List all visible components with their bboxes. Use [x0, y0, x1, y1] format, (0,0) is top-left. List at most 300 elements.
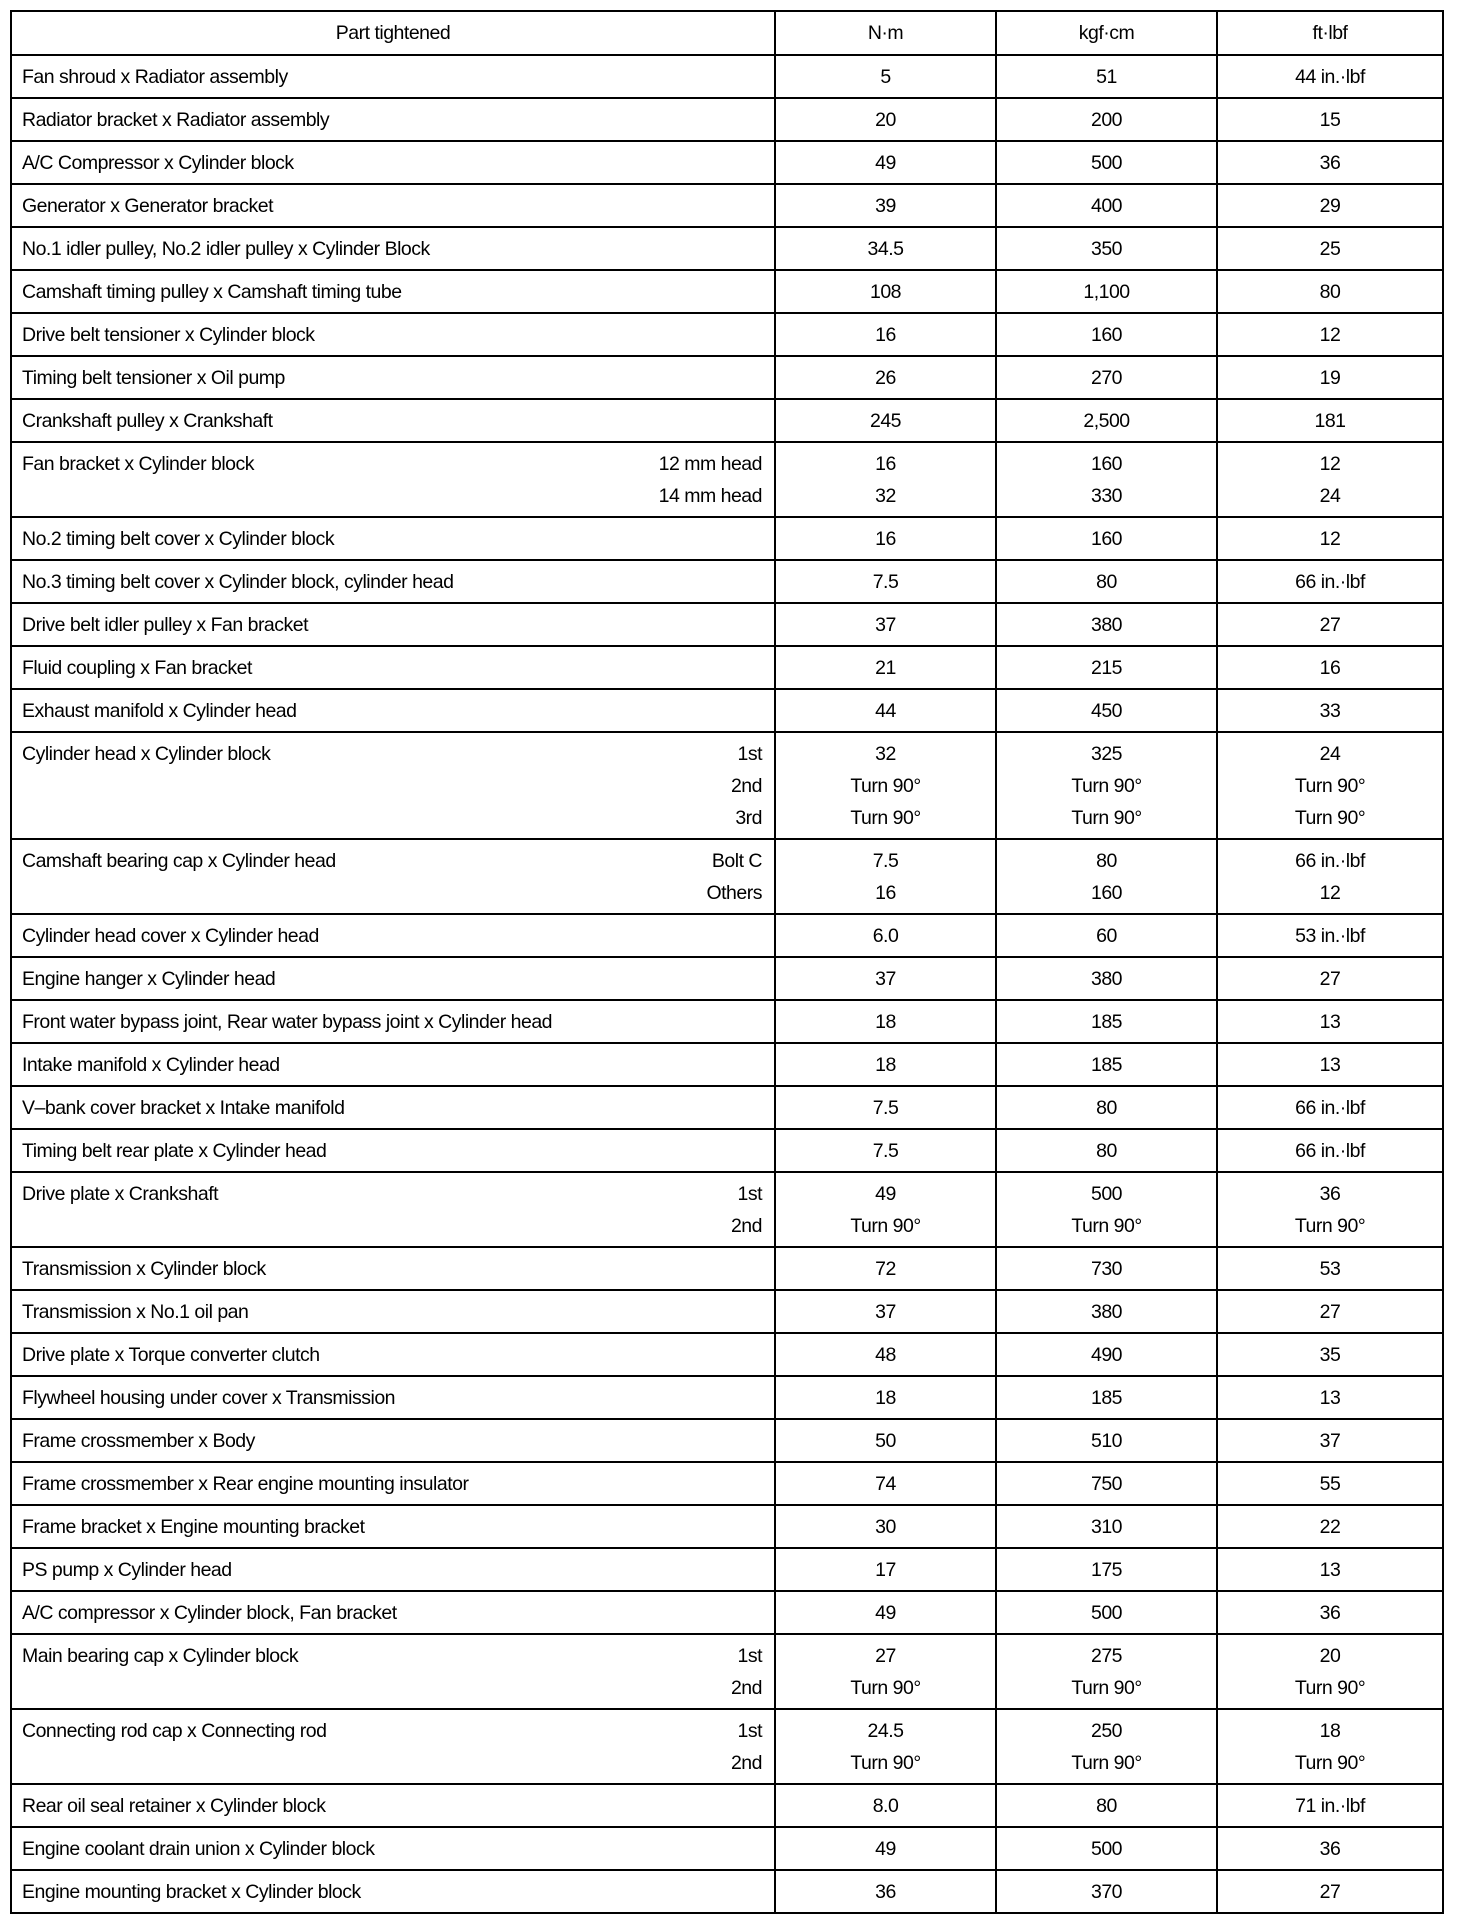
nm-value-cell	[775, 1129, 996, 1172]
ft-lbf-value: 27	[1319, 614, 1341, 636]
part-name: Crankshaft pulley x Crankshaft	[22, 410, 273, 432]
nm-value: 108	[869, 281, 902, 303]
nm-value-cell	[775, 914, 996, 957]
table-row	[11, 141, 1443, 184]
header-part-tightened: Part tightened	[11, 11, 775, 55]
part-name: Cylinder head cover x Cylinder head	[22, 925, 319, 947]
ft-lbf-value: 53 in.·lbf	[1295, 925, 1365, 947]
part-cell	[11, 184, 775, 227]
nm-value: 7.5	[872, 850, 899, 872]
kgf-cm-value-cell	[996, 839, 1217, 914]
part-cell	[11, 732, 775, 839]
part-cell	[11, 1505, 775, 1548]
part-cell	[11, 1784, 775, 1827]
kgf-cm-value: 185	[1090, 1054, 1123, 1076]
ft-lbf-value-cell	[1217, 184, 1443, 227]
part-cell	[11, 55, 775, 98]
part-name: Cylinder head x Cylinder block	[22, 743, 271, 765]
nm-value: 74	[875, 1473, 896, 1495]
nm-value-cell	[775, 313, 996, 356]
ft-lbf-value: Turn 90°	[1294, 1677, 1366, 1699]
kgf-cm-value-cell	[996, 141, 1217, 184]
part-name: PS pump x Cylinder head	[22, 1559, 232, 1581]
part-condition: 1st	[737, 1645, 762, 1667]
part-cell	[11, 517, 775, 560]
ft-lbf-value: 13	[1319, 1559, 1341, 1581]
kgf-cm-value-cell	[996, 1462, 1217, 1505]
nm-value: 21	[875, 657, 896, 679]
nm-value: 49	[875, 1602, 896, 1624]
ft-lbf-value-cell	[1217, 1043, 1443, 1086]
table-row	[11, 1709, 1443, 1784]
kgf-cm-value: 330	[1090, 485, 1123, 507]
ft-lbf-value: 33	[1319, 700, 1341, 722]
part-name: Radiator bracket x Radiator assembly	[22, 109, 330, 131]
ft-lbf-value-cell	[1217, 732, 1443, 839]
ft-lbf-value-cell	[1217, 1505, 1443, 1548]
nm-value-cell	[775, 399, 996, 442]
kgf-cm-value: 500	[1090, 152, 1123, 174]
ft-lbf-value: Turn 90°	[1294, 1752, 1366, 1774]
nm-value: 37	[875, 968, 896, 990]
kgf-cm-value: 80	[1096, 1097, 1117, 1119]
kgf-cm-value: 51	[1096, 66, 1117, 88]
part-name: Transmission x No.1 oil pan	[22, 1301, 249, 1323]
kgf-cm-value-cell	[996, 1333, 1217, 1376]
nm-value-cell	[775, 98, 996, 141]
ft-lbf-value-cell	[1217, 356, 1443, 399]
kgf-cm-value: 500	[1090, 1183, 1123, 1205]
part-name: Rear oil seal retainer x Cylinder block	[22, 1795, 326, 1817]
part-name: Engine hanger x Cylinder head	[22, 968, 276, 990]
ft-lbf-value-cell	[1217, 1462, 1443, 1505]
nm-value-cell	[775, 184, 996, 227]
ft-lbf-value-cell	[1217, 689, 1443, 732]
part-name: Engine mounting bracket x Cylinder block	[22, 1881, 361, 1903]
kgf-cm-value: Turn 90°	[1071, 1677, 1142, 1699]
part-name: Frame crossmember x Body	[22, 1430, 255, 1452]
table-row	[11, 1548, 1443, 1591]
ft-lbf-value-cell	[1217, 603, 1443, 646]
part-cell	[11, 442, 775, 517]
kgf-cm-value-cell	[996, 270, 1217, 313]
kgf-cm-value-cell	[996, 603, 1217, 646]
kgf-cm-value-cell	[996, 1086, 1217, 1129]
kgf-cm-value: 185	[1090, 1387, 1123, 1409]
kgf-cm-value-cell	[996, 1172, 1217, 1247]
ft-lbf-value: Turn 90°	[1294, 807, 1366, 829]
part-cell	[11, 1086, 775, 1129]
nm-value-cell	[775, 560, 996, 603]
table-row	[11, 603, 1443, 646]
table-row	[11, 1591, 1443, 1634]
nm-value: 5	[880, 66, 891, 88]
part-cell	[11, 1827, 775, 1870]
kgf-cm-value-cell	[996, 1376, 1217, 1419]
kgf-cm-value-cell	[996, 1709, 1217, 1784]
ft-lbf-value: 12	[1319, 324, 1341, 346]
part-cell	[11, 1709, 775, 1784]
table-row	[11, 1827, 1443, 1870]
kgf-cm-value: 510	[1090, 1430, 1123, 1452]
nm-value: 32	[875, 485, 896, 507]
nm-value: 48	[875, 1344, 896, 1366]
header-ft-lbf: ft·lbf	[1217, 11, 1443, 55]
part-condition: 2nd	[730, 775, 762, 797]
nm-value-cell	[775, 1591, 996, 1634]
ft-lbf-value-cell	[1217, 646, 1443, 689]
kgf-cm-value: 80	[1096, 1795, 1117, 1817]
nm-value: 8.0	[872, 1795, 899, 1817]
ft-lbf-value: 27	[1319, 1301, 1341, 1323]
nm-value-cell	[775, 1333, 996, 1376]
table-row	[11, 732, 1443, 839]
nm-value-cell	[775, 1827, 996, 1870]
ft-lbf-value: Turn 90°	[1294, 1215, 1366, 1237]
kgf-cm-value: 200	[1090, 109, 1123, 131]
kgf-cm-value-cell	[996, 1505, 1217, 1548]
ft-lbf-value-cell	[1217, 560, 1443, 603]
nm-value-cell	[775, 517, 996, 560]
nm-value-cell	[775, 839, 996, 914]
kgf-cm-value-cell	[996, 1634, 1217, 1709]
part-name: Fan bracket x Cylinder block	[22, 453, 255, 475]
nm-value: Turn 90°	[850, 1677, 921, 1699]
ft-lbf-value: 55	[1319, 1473, 1341, 1495]
kgf-cm-value-cell	[996, 1000, 1217, 1043]
nm-value: 6.0	[872, 925, 899, 947]
kgf-cm-value-cell	[996, 646, 1217, 689]
kgf-cm-value: 500	[1090, 1838, 1123, 1860]
nm-value-cell	[775, 732, 996, 839]
nm-value: Turn 90°	[850, 1752, 921, 1774]
part-cell	[11, 313, 775, 356]
part-condition: Bolt C	[711, 850, 762, 872]
kgf-cm-value: 270	[1090, 367, 1123, 389]
nm-value-cell	[775, 689, 996, 732]
table-row	[11, 839, 1443, 914]
nm-value: 36	[875, 1881, 896, 1903]
part-name: A/C Compressor x Cylinder block	[22, 152, 294, 174]
table-row	[11, 1784, 1443, 1827]
part-name: Frame crossmember x Rear engine mounting insulator	[22, 1473, 469, 1495]
nm-value-cell	[775, 141, 996, 184]
nm-value-cell	[775, 603, 996, 646]
nm-value-cell	[775, 1000, 996, 1043]
part-cell	[11, 1247, 775, 1290]
kgf-cm-value: 175	[1090, 1559, 1123, 1581]
ft-lbf-value: 15	[1319, 109, 1341, 131]
table-row	[11, 1043, 1443, 1086]
part-cell	[11, 1548, 775, 1591]
nm-value-cell	[775, 1247, 996, 1290]
table-row	[11, 914, 1443, 957]
part-cell	[11, 1043, 775, 1086]
kgf-cm-value-cell	[996, 356, 1217, 399]
table-row	[11, 184, 1443, 227]
nm-value-cell	[775, 1376, 996, 1419]
part-cell	[11, 1333, 775, 1376]
kgf-cm-value: 490	[1090, 1344, 1123, 1366]
part-name: Camshaft timing pulley x Camshaft timing tube	[22, 281, 402, 303]
ft-lbf-value-cell	[1217, 1419, 1443, 1462]
table-row	[11, 442, 1443, 517]
ft-lbf-value: 66 in.·lbf	[1295, 1140, 1365, 1162]
nm-value-cell	[775, 442, 996, 517]
part-cell	[11, 399, 775, 442]
nm-value: 7.5	[872, 1097, 899, 1119]
table-row	[11, 646, 1443, 689]
part-cell	[11, 1129, 775, 1172]
nm-value: 7.5	[872, 571, 899, 593]
kgf-cm-value-cell	[996, 55, 1217, 98]
table-row	[11, 227, 1443, 270]
ft-lbf-value: 22	[1319, 1516, 1341, 1538]
kgf-cm-value-cell	[996, 1419, 1217, 1462]
part-cell	[11, 839, 775, 914]
ft-lbf-value-cell	[1217, 270, 1443, 313]
ft-lbf-value-cell	[1217, 1784, 1443, 1827]
ft-lbf-value: 13	[1319, 1054, 1341, 1076]
kgf-cm-value: 380	[1090, 614, 1123, 636]
table-row	[11, 270, 1443, 313]
kgf-cm-value-cell	[996, 1870, 1217, 1913]
nm-value: 37	[875, 1301, 896, 1323]
ft-lbf-value-cell	[1217, 399, 1443, 442]
part-name: Generator x Generator bracket	[22, 195, 274, 217]
nm-value: 26	[875, 367, 896, 389]
ft-lbf-value-cell	[1217, 1172, 1443, 1247]
table-row	[11, 1870, 1443, 1913]
ft-lbf-value: 27	[1319, 968, 1341, 990]
ft-lbf-value: 35	[1319, 1344, 1341, 1366]
ft-lbf-value-cell	[1217, 442, 1443, 517]
table-row	[11, 1172, 1443, 1247]
nm-value-cell	[775, 646, 996, 689]
kgf-cm-value: 730	[1090, 1258, 1123, 1280]
kgf-cm-value: 60	[1096, 925, 1117, 947]
ft-lbf-value: 19	[1319, 367, 1341, 389]
part-condition: 1st	[737, 743, 762, 765]
ft-lbf-value-cell	[1217, 1870, 1443, 1913]
kgf-cm-value: 1,100	[1083, 281, 1130, 303]
kgf-cm-value-cell	[996, 1827, 1217, 1870]
nm-value-cell	[775, 1043, 996, 1086]
kgf-cm-value: Turn 90°	[1071, 807, 1142, 829]
nm-value-cell	[775, 1505, 996, 1548]
part-cell	[11, 1419, 775, 1462]
nm-value-cell	[775, 1709, 996, 1784]
ft-lbf-value-cell	[1217, 1086, 1443, 1129]
part-condition: 1st	[737, 1183, 762, 1205]
part-name: Fan shroud x Radiator assembly	[22, 66, 288, 88]
nm-value-cell	[775, 55, 996, 98]
ft-lbf-value-cell	[1217, 1709, 1443, 1784]
ft-lbf-value: 24	[1319, 743, 1341, 765]
part-name: Front water bypass joint, Rear water bypass joint x Cylinder head	[22, 1011, 553, 1033]
kgf-cm-value: 370	[1090, 1881, 1123, 1903]
table-row	[11, 55, 1443, 98]
part-name: Frame bracket x Engine mounting bracket	[22, 1516, 365, 1538]
kgf-cm-value: 450	[1090, 700, 1123, 722]
nm-value: 27	[875, 1645, 896, 1667]
ft-lbf-value-cell	[1217, 55, 1443, 98]
nm-value: 72	[875, 1258, 896, 1280]
kgf-cm-value-cell	[996, 313, 1217, 356]
torque-specification-table	[10, 10, 1444, 1914]
part-name: Flywheel housing under cover x Transmission	[22, 1387, 396, 1409]
ft-lbf-value-cell	[1217, 517, 1443, 560]
part-cell	[11, 1462, 775, 1505]
ft-lbf-value: 37	[1319, 1430, 1341, 1452]
kgf-cm-value-cell	[996, 1247, 1217, 1290]
ft-lbf-value: 12	[1319, 453, 1341, 475]
ft-lbf-value: 66 in.·lbf	[1295, 571, 1365, 593]
table-row	[11, 1419, 1443, 1462]
nm-value: Turn 90°	[850, 807, 921, 829]
kgf-cm-value-cell	[996, 442, 1217, 517]
nm-value: 30	[875, 1516, 896, 1538]
ft-lbf-value: 13	[1319, 1387, 1341, 1409]
part-cell	[11, 141, 775, 184]
part-cell	[11, 689, 775, 732]
kgf-cm-value: Turn 90°	[1071, 775, 1142, 797]
nm-value: 16	[875, 453, 896, 475]
kgf-cm-value-cell	[996, 914, 1217, 957]
nm-value-cell	[775, 1172, 996, 1247]
ft-lbf-value: 36	[1319, 1602, 1341, 1624]
kgf-cm-value: 215	[1090, 657, 1123, 679]
ft-lbf-value-cell	[1217, 313, 1443, 356]
table-row	[11, 1086, 1443, 1129]
nm-value: 50	[875, 1430, 896, 1452]
ft-lbf-value-cell	[1217, 914, 1443, 957]
part-cell	[11, 1870, 775, 1913]
kgf-cm-value: 275	[1090, 1645, 1123, 1667]
ft-lbf-value: 20	[1319, 1645, 1341, 1667]
nm-value-cell	[775, 1086, 996, 1129]
kgf-cm-value-cell	[996, 732, 1217, 839]
ft-lbf-value: 27	[1319, 1881, 1341, 1903]
kgf-cm-value: 2,500	[1083, 410, 1130, 432]
part-cell	[11, 1376, 775, 1419]
header-row	[11, 11, 1443, 55]
ft-lbf-value: 36	[1319, 1838, 1341, 1860]
ft-lbf-value: 36	[1319, 1183, 1341, 1205]
part-cell	[11, 227, 775, 270]
table-row	[11, 560, 1443, 603]
nm-value: 18	[875, 1054, 896, 1076]
table-row	[11, 1247, 1443, 1290]
part-name: Drive plate x Crankshaft	[22, 1183, 219, 1205]
part-cell	[11, 1290, 775, 1333]
table-row	[11, 1290, 1443, 1333]
ft-lbf-value-cell	[1217, 1129, 1443, 1172]
part-name: No.2 timing belt cover x Cylinder block	[22, 528, 335, 550]
ft-lbf-value-cell	[1217, 1591, 1443, 1634]
nm-value: 49	[875, 1838, 896, 1860]
ft-lbf-value-cell	[1217, 1333, 1443, 1376]
ft-lbf-value: 66 in.·lbf	[1295, 1097, 1365, 1119]
kgf-cm-value: 310	[1090, 1516, 1123, 1538]
ft-lbf-value-cell	[1217, 1376, 1443, 1419]
ft-lbf-value: 80	[1319, 281, 1341, 303]
part-condition: 3rd	[735, 807, 762, 829]
part-name: Exhaust manifold x Cylinder head	[22, 700, 297, 722]
table-row	[11, 356, 1443, 399]
kgf-cm-value-cell	[996, 399, 1217, 442]
part-condition: 2nd	[730, 1215, 762, 1237]
nm-value-cell	[775, 1634, 996, 1709]
kgf-cm-value-cell	[996, 98, 1217, 141]
part-cell	[11, 914, 775, 957]
kgf-cm-value: 400	[1090, 195, 1123, 217]
nm-value-cell	[775, 1290, 996, 1333]
nm-value-cell	[775, 227, 996, 270]
nm-value: 20	[875, 109, 896, 131]
table-row	[11, 98, 1443, 141]
ft-lbf-value-cell	[1217, 1827, 1443, 1870]
nm-value: 18	[875, 1011, 896, 1033]
part-name: Drive belt idler pulley x Fan bracket	[22, 614, 309, 636]
table-row	[11, 1376, 1443, 1419]
kgf-cm-value-cell	[996, 517, 1217, 560]
part-cell	[11, 1000, 775, 1043]
ft-lbf-value-cell	[1217, 1247, 1443, 1290]
part-name: Transmission x Cylinder block	[22, 1258, 266, 1280]
part-cell	[11, 603, 775, 646]
ft-lbf-value-cell	[1217, 1000, 1443, 1043]
part-name: Main bearing cap x Cylinder block	[22, 1645, 299, 1667]
part-cell	[11, 560, 775, 603]
kgf-cm-value: 80	[1096, 850, 1117, 872]
nm-value: 49	[875, 152, 896, 174]
ft-lbf-value: 25	[1319, 238, 1341, 260]
kgf-cm-value: 185	[1090, 1011, 1123, 1033]
ft-lbf-value-cell	[1217, 1548, 1443, 1591]
kgf-cm-value-cell	[996, 1591, 1217, 1634]
ft-lbf-value: 12	[1319, 882, 1341, 904]
nm-value-cell	[775, 1784, 996, 1827]
part-name: A/C compressor x Cylinder block, Fan bracket	[22, 1602, 397, 1624]
ft-lbf-value: 29	[1319, 195, 1341, 217]
ft-lbf-value: 16	[1319, 657, 1341, 679]
ft-lbf-value: 44 in.·lbf	[1295, 66, 1365, 88]
kgf-cm-value-cell	[996, 689, 1217, 732]
part-condition: 2nd	[730, 1677, 762, 1699]
table-row	[11, 399, 1443, 442]
nm-value: 16	[875, 528, 896, 550]
table-body	[11, 55, 1443, 1913]
kgf-cm-value: 750	[1090, 1473, 1123, 1495]
kgf-cm-value: 160	[1090, 882, 1123, 904]
ft-lbf-value: 18	[1319, 1720, 1341, 1742]
nm-value: 37	[875, 614, 896, 636]
ft-lbf-value-cell	[1217, 1290, 1443, 1333]
part-cell	[11, 1172, 775, 1247]
table-row	[11, 957, 1443, 1000]
nm-value: 24.5	[867, 1720, 904, 1742]
part-name: Drive belt tensioner x Cylinder block	[22, 324, 315, 346]
ft-lbf-value-cell	[1217, 839, 1443, 914]
kgf-cm-value-cell	[996, 1043, 1217, 1086]
part-name: No.3 timing belt cover x Cylinder block, cylinder head	[22, 571, 454, 593]
part-condition: Others	[706, 882, 762, 904]
kgf-cm-value-cell	[996, 184, 1217, 227]
header-kgf-cm: kgf·cm	[996, 11, 1217, 55]
table-row	[11, 1634, 1443, 1709]
part-name: Engine coolant drain union x Cylinder block	[22, 1838, 375, 1860]
